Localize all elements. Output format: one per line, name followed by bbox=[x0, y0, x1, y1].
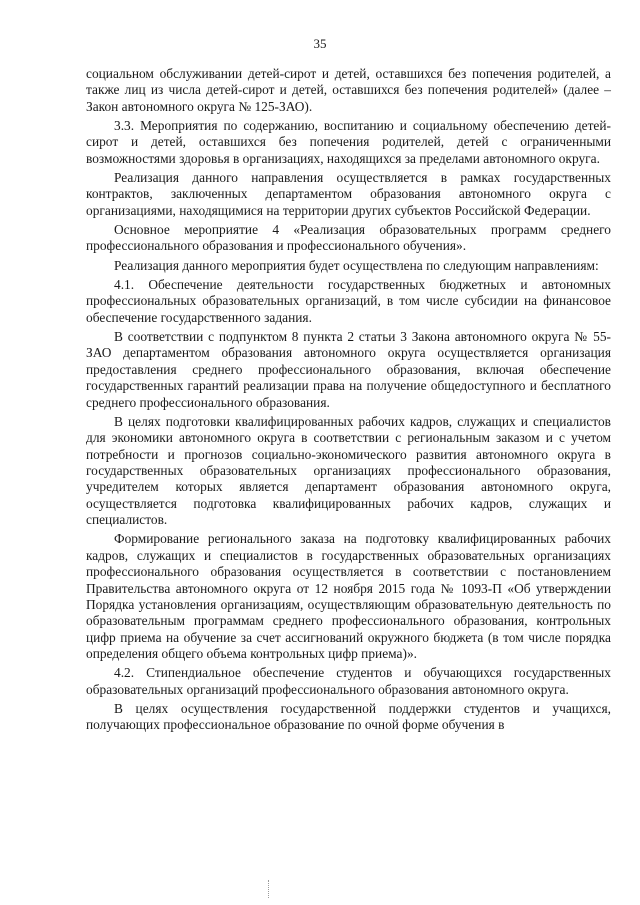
paragraph: В соответствии с подпунктом 8 пункта 2 статьи 3 Закона автономного округа № 55-ЗАО департаментом образования автономного округа осуществляется организация предоставления среднего профессионального образования, включая обеспечение государственных гарантий реализации права на получение общедоступного и бесплатного среднего профессионального образования. bbox=[86, 328, 611, 410]
paragraph: В целях осуществления государственной поддержки студентов и учащихся, получающих профессиональное образование по очной форме обучения в bbox=[86, 701, 611, 733]
page-number: 35 bbox=[313, 36, 327, 51]
document-body bbox=[86, 66, 611, 737]
paragraph: В целях подготовки квалифицированных рабочих кадров, служащих и специалистов для экономики автономного округа в соответствии с региональным заказом и с учетом потребности и прогнозов социально-экономического развития автономного округа в государственных образовательных организациях профессионального образования, учредителем которых является департамент образования автономного округа, осуществляется подготовка квалифицированных рабочих кадров, служащих и специалистов. bbox=[86, 413, 611, 528]
paragraph: 4.2. Стипендиальное обеспечение студентов и обучающихся государственных образовательных организаций профессионального образования автономного округа. bbox=[86, 665, 611, 697]
paragraph: Реализация данного направления осуществляется в рамках государственных контрактов, заключенных департаментом образования автономного округа с организациями, находящимися на территории других субъектов Российской Федерации. bbox=[86, 170, 611, 218]
paragraph: Реализация данного мероприятия будет осуществлена по следующим направлениям: bbox=[114, 257, 599, 273]
paragraph: 4.1. Обеспечение деятельности государственных бюджетных и автономных профессиональных образовательных организаций, в том числе субсидии на финансовое обеспечение государственного задания. bbox=[86, 276, 611, 325]
paragraph: социальном обслуживании детей-сирот и детей, оставшихся без попечения родителей, а также лиц из числа детей-сирот и детей, оставшихся без попечения родителей» (далее – Закон автономного округа № 125-ЗАО). bbox=[86, 66, 611, 114]
scan-mark bbox=[268, 880, 273, 898]
paragraph: Формирование регионального заказа на подготовку квалифицированных рабочих кадров, служащих и специалистов в государственных образовательных организациях профессионального образования осуществляется в соответствии с постановлением Правительства автономного округа от 12 ноября 2015 года № 1093-П «Об утверждении Порядка установления организациям, осуществляющим образовательную деятельность по образовательным программам среднего профессионального образования, контрольных цифр приема на обучение за счет ассигнований окружного бюджета (в том числе порядка определения общего объема контрольных цифр приема)». bbox=[86, 531, 611, 662]
paragraph: Основное мероприятие 4 «Реализация образовательных программ среднего профессионального образования и профессионального обучения». bbox=[86, 222, 611, 254]
paragraph: 3.3. Мероприятия по содержанию, воспитанию и социальному обеспечению детей-сирот и детей, оставшихся без попечения родителей, детей с ограниченными возможностями здоровья в организациях, находящихся за пределами автономного округа. bbox=[86, 118, 611, 166]
